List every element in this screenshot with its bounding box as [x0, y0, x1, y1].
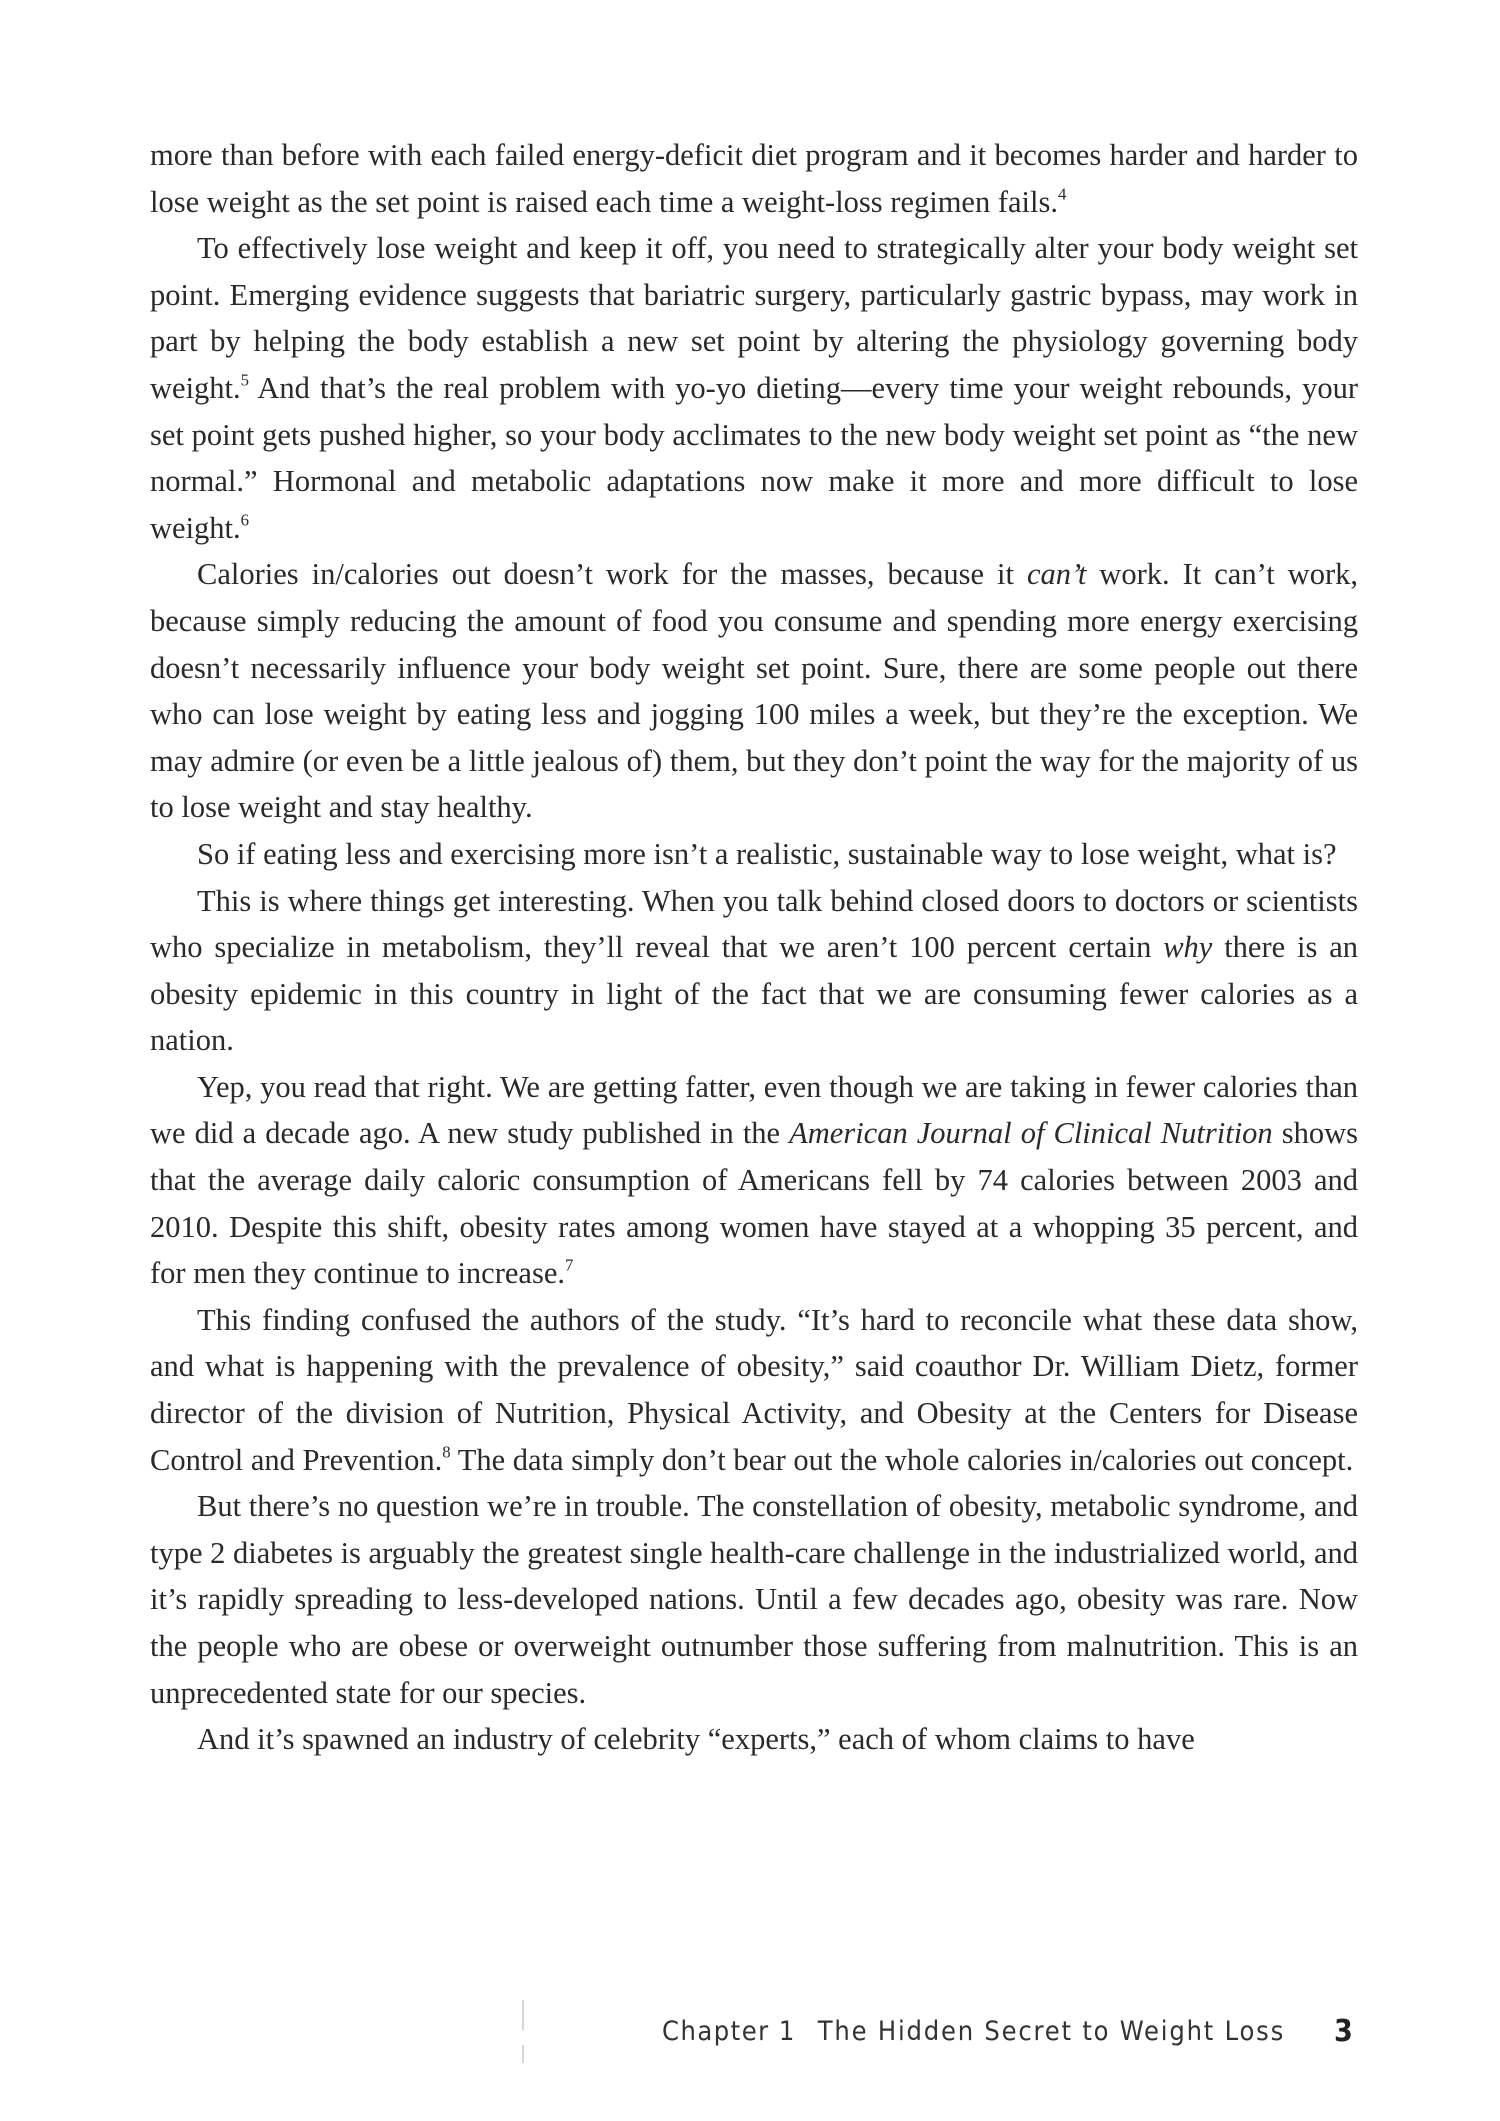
paragraph: more than before with each failed energy-deficit diet program and it becomes harder and harder to lose weight as the set point is raised each time a weight-loss regimen fails.$^4$: [150, 138, 1358, 219]
chapter-number: Chapter 1: [662, 2016, 796, 2047]
paragraph: This is where things get interesting. When you talk behind closed doors to doctors or scientists who specialize in metabolism, they’ll reveal that we aren’t 100 percent certain why there is an obesity epidemic in this country in light of the fact that we are consuming fewer calories as a nation.: [150, 883, 1358, 1058]
running-footer: [0, 2016, 1500, 2056]
paragraph: But there’s no question we’re in trouble. The constellation of obesity, metabolic syndrome, and type 2 diabetes is arguably the greatest single health-care challenge in the industrialized world, and it’s rapidly spreading to less-developed nations. Until a few decades ago, obesity was rare. Now the people who are obese or overweight outnumber those suffering from malnutrition. This is an unprecedented state for our species.: [150, 1489, 1358, 1710]
paragraph: This finding confused the authors of the study. “It’s hard to reconcile what these data show, and what is happening with the prevalence of obesity,” said coauthor Dr. William Dietz, former director of the division of Nutrition, Physical Activity, and Obesity at the Centers for Disease Control and Prevention.$^8$ The data simply don’t bear out the whole calories in/calories out concept.: [150, 1302, 1358, 1477]
endnote-marker: 6: [240, 510, 250, 530]
chapter-reference: [662, 2016, 1285, 2047]
paragraph: To effectively lose weight and keep it off, you need to strategically alter your body weight set point. Emerging evidence suggests that bariatric surgery, particularly gastric bypass, may work in part by helping the body establish a new set point by altering the physiology governing body weight.$^5$ And that’s the real problem with yo-yo dieting—every time your weight rebounds, your set point gets pushed higher, so your body acclimates to the new body weight set point as “the new normal.” Hormonal and metabolic adaptations now make it more and more difficult to lose weight.$^6$: [150, 231, 1358, 545]
endnote-marker: 8: [442, 1442, 451, 1462]
page-number: 3: [1334, 2014, 1353, 2049]
paragraph: Yep, you read that right. We are getting fatter, even though we are taking in fewer calories than we did a decade ago. A new study published in the American Journal of Clinical Nutrition shows that the average daily caloric consumption of Americans fell by 74 calories between 2003 and 2010. Despite this shift, obesity rates among women have stayed at a whopping 35 percent, and for men they continue to increase.$^7$: [150, 1069, 1358, 1291]
chapter-title: The Hidden Secret to Weight Loss: [817, 2016, 1286, 2047]
body-text: [150, 132, 1358, 1763]
endnote-marker: 4: [1058, 184, 1067, 204]
endnote-marker: 5: [240, 370, 250, 390]
italic-text: American Journal of Clinical Nutrition: [789, 1116, 1273, 1151]
paragraph: Calories in/calories out doesn’t work for the masses, because it can’t work. It can’t work, because simply reducing the amount of food you consume and spending more energy exercising doesn’t necessarily influence your body weight set point. Sure, there are some people out there who can lose weight by eating less and jogging 100 miles a week, but they’re the exception. We may admire (or even be a little jealous of) them, but they don’t point the way for the majority of us to lose weight and stay healthy.: [150, 557, 1358, 825]
paragraph: So if eating less and exercising more isn’t a realistic, sustainable way to lose weight, what is?: [197, 836, 1337, 871]
endnote-marker: 7: [564, 1255, 574, 1275]
italic-text: why: [1163, 930, 1213, 965]
paragraph: And it’s spawned an industry of celebrity “experts,” each of whom claims to have: [197, 1722, 1195, 1757]
italic-text: can’t: [1027, 557, 1087, 592]
